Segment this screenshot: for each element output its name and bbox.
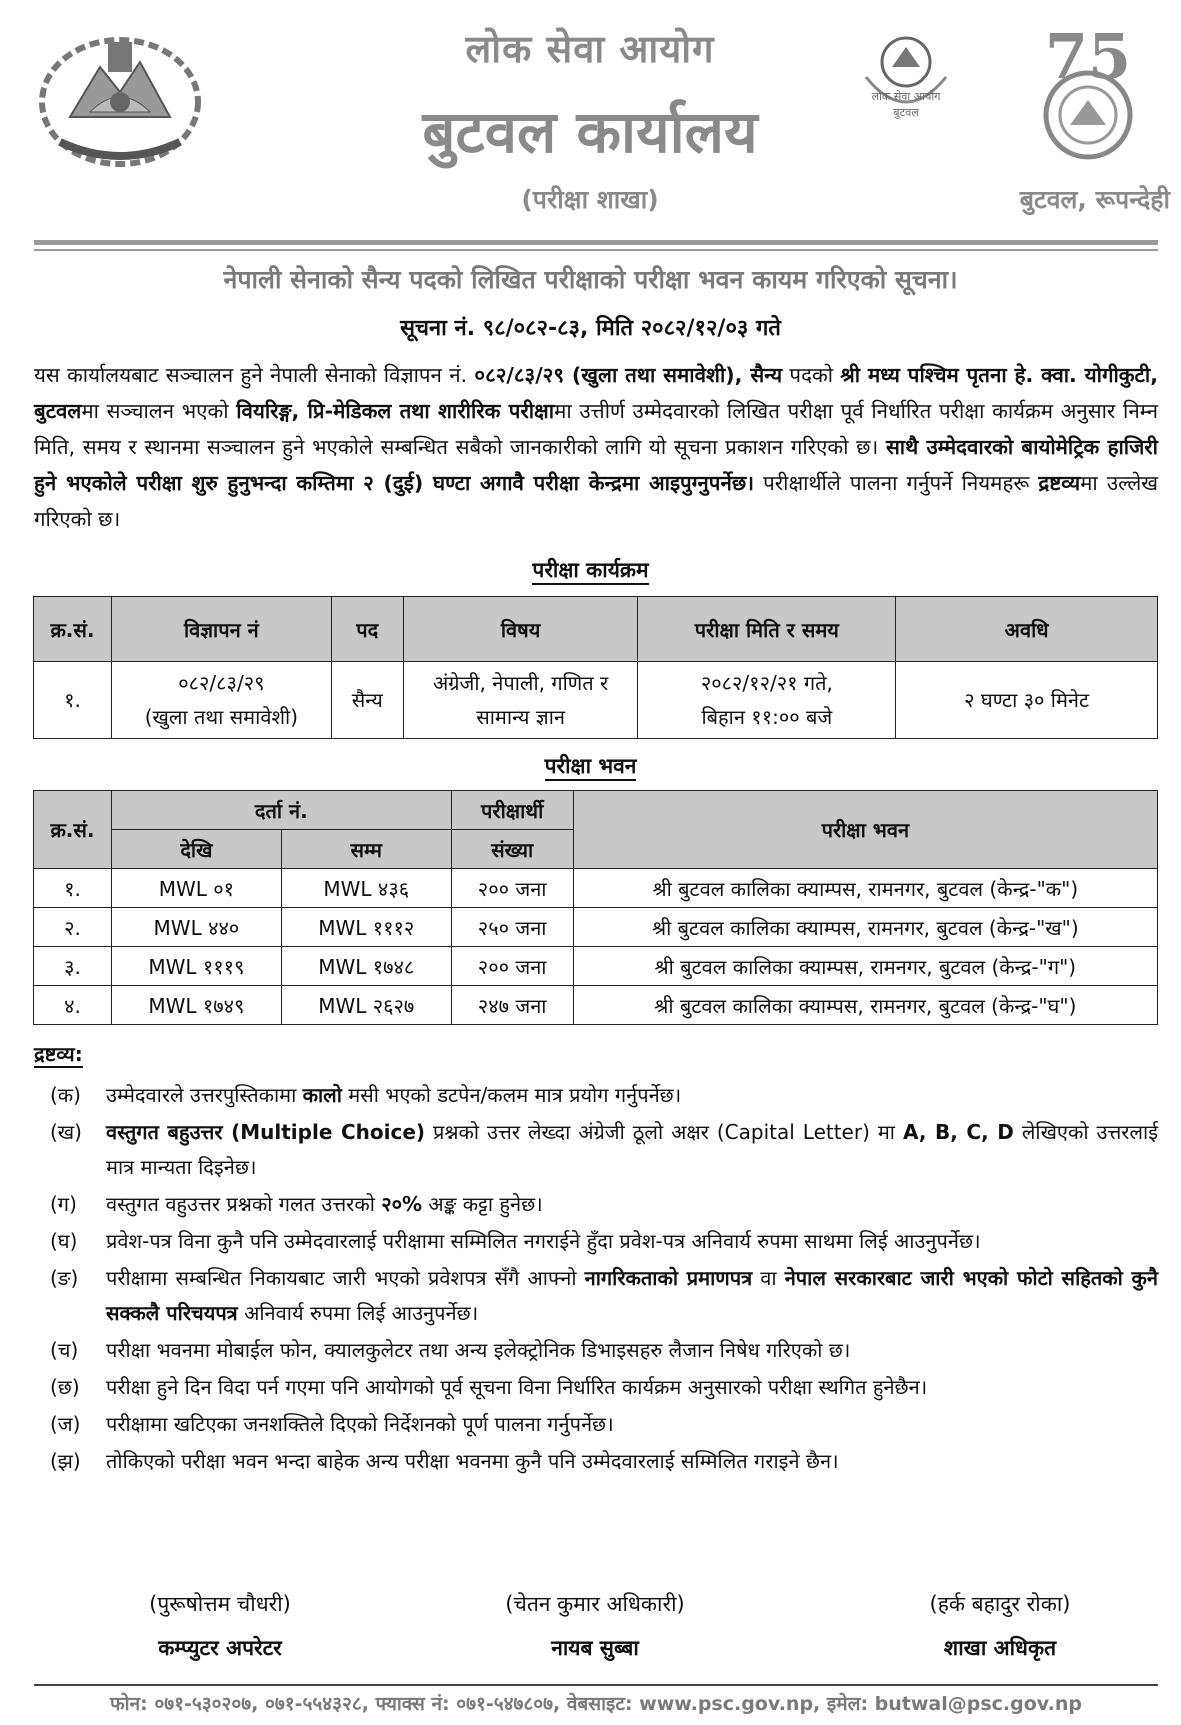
halls-table: [33, 790, 1158, 1025]
cell-hall: श्री बुटवल कालिका क्याम्पस, रामनगर, बुटवल (केन्द्र-"क"): [573, 869, 1157, 908]
intro-paragraph: यस कार्यालयबाट सञ्चालन हुने नेपाली सेनाको विज्ञापन नं. ०८२/८३/२९ (खुला तथा समावेशी), सैन्य पदको श्री मध्य पश्चिम पृतना हे. क्वा. योगीकुटी, बुटवलमा सञ्चालन भएको वियरिङ्ग, प्रि-मेडिकल तथा शारीरिक परीक्षामा उत्तीर्ण उम्मेदवारको लिखित परीक्षा पूर्व निर्धारित परीक्षा कार्यक्रम अनुसार निम्न मिति, समय र स्थानमा सञ्चालन हुने भएकोले सम्बन्धित सबैको जानकारीको लागि यो सूचना प्रकाशन गरिएको छ। साथै उम्मेदवारको बायोमेट्रिक हाजिरी हुने भएकोले परीक्षा शुरु हुनुभन्दा कम्तिमा २ (दुई) घण्टा अगावै परीक्षा केन्द्रमा आइपुग्नुपर्नेछ। परीक्षार्थीले पालना गर्नुपर्ने नियमहरू द्रष्टव्यमा उल्लेख गरिएको छ।: [34, 363, 1158, 531]
cell-from: MWL १७४९: [111, 986, 281, 1025]
cell-sn: ३.: [34, 947, 112, 986]
cell-duration: २ घण्टा ३० मिनेट: [896, 662, 1158, 739]
list-item: (छ) परीक्षा हुने दिन विदा पर्न गएमा पनि आयोगको पूर्व सूचना विना निर्धारित कार्यक्रम अनुसारको परीक्षा स्थगित हुनेछैन।: [50, 1375, 928, 1399]
table-row: [34, 908, 1158, 947]
list-item: (क) उम्मेदवारले उत्तरपुस्तिकामा कालो मसी भएको डटपेन/कलम मात्र प्रयोग गर्नुपर्नेछ।: [50, 1083, 682, 1107]
cell-sn: १.: [34, 869, 112, 908]
cell-from: MWL १११९: [111, 947, 281, 986]
col-header-post: पद: [331, 597, 403, 662]
col-header-count: परीक्षार्थी: [451, 791, 573, 830]
cell-from: MWL ०१: [111, 869, 281, 908]
list-item: (ङ) परीक्षामा सम्बन्धित निकायबाट जारी भएको प्रवेशपत्र सँगै आफ्नो नागरिकताको प्रमाणपत्र वा नेपाल सरकारबाट जारी भएको फोटो सहितको कुनै सक्कलै परिचयपत्र अनिवार्य रुपमा लिई आउनुपर्नेछ।: [50, 1266, 1159, 1325]
cell-from: MWL ४४०: [111, 908, 281, 947]
cell-hall: श्री बुटवल कालिका क्याम्पस, रामनगर, बुटवल (केन्द्र-"घ"): [573, 986, 1157, 1025]
cell-date: २०८२/१२/२१ गते, बिहान ११:०० बजे: [638, 662, 896, 739]
cell-hall: श्री बुटवल कालिका क्याम्पस, रामनगर, बुटवल (केन्द्र-"ख"): [573, 908, 1157, 947]
cell-adv: ०८२/८३/२९ (खुला तथा समावेशी): [111, 662, 331, 739]
col-header-sn: क्र.सं.: [34, 791, 112, 869]
col-header-date: परीक्षा मिति र समय: [638, 597, 896, 662]
col-header-subject: विषय: [403, 597, 638, 662]
col-header-count-2: संख्या: [451, 830, 573, 869]
header-divider-thin: [34, 249, 1158, 251]
jubilee-75-logo-icon: [1018, 20, 1158, 165]
signature-block: [850, 1590, 1150, 1662]
signatory-name: (चेतन कुमार अधिकारी): [505, 1592, 685, 1616]
signature-block: [70, 1590, 370, 1662]
signatory-role: नायब सुब्बा: [551, 1636, 639, 1660]
notes-list: [34, 1078, 1158, 1481]
col-header-from: देखि: [111, 830, 281, 869]
notes-heading: द्रष्टव्य:: [34, 1042, 83, 1066]
cell-to: MWL ४३६: [281, 869, 451, 908]
col-header-roll: दर्ता नं.: [111, 791, 451, 830]
table-header-row: [34, 791, 1158, 830]
list-item: (ग) वस्तुगत वहुउत्तर प्रश्नको गलत उत्तरको २०% अङ्क कट्टा हुनेछ।: [50, 1192, 543, 1216]
col-header-sn: क्र.सं.: [34, 597, 112, 662]
cell-hall: श्री बुटवल कालिका क्याम्पस, रामनगर, बुटवल (केन्द्र-"ग"): [573, 947, 1157, 986]
col-header-duration: अवधि: [896, 597, 1158, 662]
signature-block: [445, 1590, 745, 1662]
footer-contact: फोन: ०७१-५३०२०७, ०७१-५५४३२८, फ्याक्स नं: ०७१-५४७८०७, वेबसाइट: www.psc.gov.np, इमेल: butwal@psc.gov.np: [110, 1693, 1082, 1715]
cell-post: सैन्य: [331, 662, 403, 739]
table-row: [34, 947, 1158, 986]
table-header-row: [34, 597, 1158, 662]
cell-to: MWL १७४८: [281, 947, 451, 986]
notice-number: सूचना नं. ९८/०८२-८३, मिति २०८२/१२/०३ गते: [400, 316, 781, 341]
table-row: [34, 986, 1158, 1025]
list-item: (ख) वस्तुगत बहुउत्तर (Multiple Choice) प्रश्नको उत्तर लेख्दा अंग्रेजी ठूलो अक्षर (Capital Letter) मा A, B, C, D लेखिएको उत्तरलाई मात्र मान्यता दिइनेछ।: [50, 1120, 1159, 1179]
signatory-name: (पुरूषोत्तम चौधरी): [149, 1592, 291, 1616]
cell-to: MWL १११२: [281, 908, 451, 947]
cell-count: २०० जना: [451, 869, 573, 908]
cell-subject: अंग्रेजी, नेपाली, गणित र सामान्य ज्ञान: [403, 662, 638, 739]
col-header-hall: परीक्षा भवन: [573, 791, 1157, 869]
cell-sn: १.: [34, 662, 112, 739]
halls-title: परीक्षा भवन: [0, 752, 1181, 780]
footer-divider: [34, 1684, 1158, 1686]
svg-text:बुटवल: बुटवल: [893, 106, 919, 119]
table-row: [34, 662, 1158, 739]
signatory-role: शाखा अधिकृत: [943, 1636, 1057, 1660]
list-item: (च) परीक्षा भवनमा मोबाईल फोन, क्यालकुलेटर तथा अन्य इलेक्ट्रोनिक डिभाइसहरु लैजान निषेध गरिएको छ।: [50, 1338, 851, 1362]
signatory-name: (हर्क बहादुर रोका): [929, 1592, 1071, 1616]
nepal-emblem-icon: [30, 22, 210, 172]
cell-sn: २.: [34, 908, 112, 947]
col-header-to: सम्म: [281, 830, 451, 869]
list-item: (झ) तोकिएको परीक्षा भवन भन्दा बाहेक अन्य परीक्षा भवनमा कुनै पनि उम्मेदवारलाई सम्मिलित गराइने छैन।: [50, 1449, 839, 1473]
col-header-adv: विज्ञापन नं: [111, 597, 331, 662]
schedule-table: [33, 596, 1158, 739]
list-item: (ज) परीक्षामा खटिएका जनशक्तिले दिएको निर्देशनको पूर्ण पालना गर्नुपर्नेछ।: [50, 1412, 614, 1436]
signatory-role: कम्प्युटर अपरेटर: [158, 1636, 282, 1660]
cell-sn: ४.: [34, 986, 112, 1025]
organization-name: लोक सेवा आयोग: [465, 27, 715, 71]
svg-text:लोक सेवा आयोग: लोक सेवा आयोग: [871, 90, 941, 103]
cell-count: २५० जना: [451, 908, 573, 947]
cell-to: MWL २६२७: [281, 986, 451, 1025]
notice-title: नेपाली सेनाको सैन्य पदको लिखित परीक्षाको परीक्षा भवन कायम गरिएको सूचना।: [223, 265, 958, 294]
list-item: (घ) प्रवेश-पत्र विना कुनै पनि उम्मेदवारलाई परीक्षामा सम्मिलित नगराईने हुँदा प्रवेश-पत्र अनिवार्य रुपमा साथमा लिई आउनुपर्नेछ।: [50, 1229, 981, 1253]
office-name: बुटवल कार्यालय: [422, 98, 758, 166]
header-divider: [34, 240, 1158, 245]
cell-count: २०० जना: [451, 947, 573, 986]
cell-count: २४७ जना: [451, 986, 573, 1025]
office-location: बुटवल, रूपन्देही: [1019, 185, 1170, 214]
office-seal-icon: [852, 22, 960, 124]
branch-name: (परीक्षा शाखा): [521, 185, 659, 214]
schedule-title: परीक्षा कार्यक्रम: [0, 556, 1181, 584]
svg-text:75: 75: [1044, 20, 1132, 93]
table-row: [34, 869, 1158, 908]
